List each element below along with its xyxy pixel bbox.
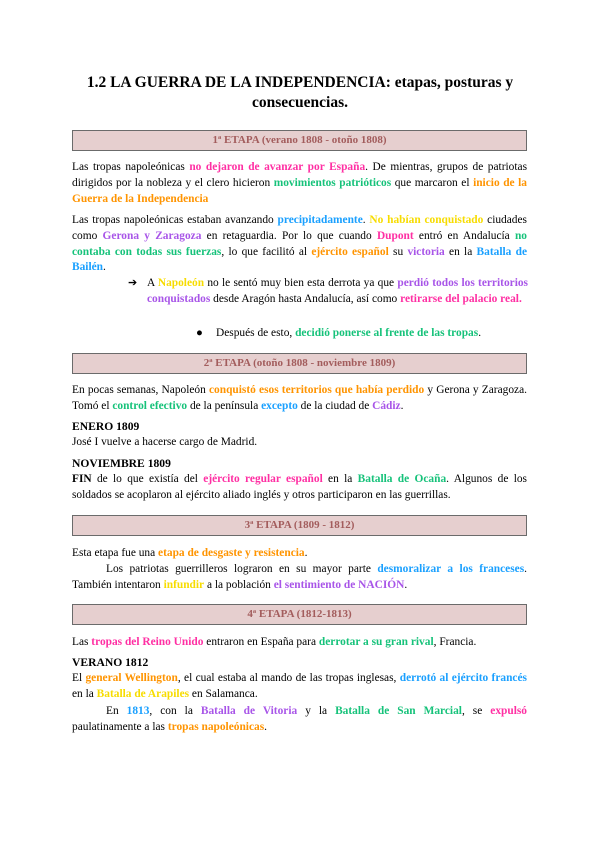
text-run: FIN [72, 473, 92, 485]
highlight-run: Gerona y Zaragoza [102, 229, 202, 242]
highlight-run: 1813 [126, 705, 150, 717]
stage-3-paragraph-2 [72, 562, 527, 594]
arrow-bullet-icon: ➔ [128, 277, 138, 289]
text-run: , el cual estaba al mando de las tropas inglesas, [177, 672, 400, 684]
text-run: su [388, 245, 408, 258]
text-run: en Salamanca. [189, 687, 258, 700]
text-run: no le sentó muy bien esta derrota ya que [204, 277, 398, 289]
text-run: . [400, 399, 404, 412]
stage-2-paragraph-2: José I vuelve a hacerse cargo de Madrid. [72, 436, 258, 448]
stage-3-paragraph-1 [72, 546, 527, 562]
text-run: . [478, 327, 482, 339]
text-run: A [147, 277, 158, 289]
text-run: en la [444, 245, 477, 258]
stage-1-bullet-paragraph [216, 326, 528, 342]
text-run: , se [461, 705, 491, 717]
text-run: . [404, 578, 408, 591]
highlight-run: inicio de la Guerra de la Independencia [72, 176, 527, 205]
stage-3-header: 3ª ETAPA (1809 - 1812) [72, 515, 527, 536]
text-run: de lo que existía del [91, 473, 204, 485]
text-run: . Algunos de los soldados se acoplaron al ejército aliado inglés y otros participaron en las guerrillas. [72, 473, 527, 501]
stage-2-paragraph-3 [72, 472, 527, 504]
date-heading: VERANO 1812 [72, 656, 149, 669]
text-run: Las tropas napoleónicas estaban avanzando [72, 214, 278, 226]
stage-2-header: 2ª ETAPA (otoño 1808 - noviembre 1809) [72, 353, 527, 374]
highlight-run: Batalla de Ocaña [357, 473, 447, 485]
text-run: entró en Andalucía [413, 229, 515, 242]
highlight-run: movimientos patrióticos [273, 176, 392, 189]
text-run: de la península [187, 399, 262, 412]
date-heading: ENERO 1809 [72, 420, 140, 433]
text-run: paulatinamente a las [72, 720, 168, 733]
text-run: Los patriotas guerrilleros lograron en su mayor parte [106, 563, 378, 575]
text-run: . [304, 547, 308, 559]
stage-2-paragraph-1 [72, 383, 527, 415]
text-run: El [72, 672, 86, 684]
highlight-run: ejército español [311, 245, 389, 258]
text-run: que marcaron el [391, 176, 474, 189]
highlight-run: tropas napoleónicas [167, 720, 265, 733]
text-run: en retaguardia. Por lo que cuando [201, 229, 377, 242]
text-run: a la población [204, 578, 274, 591]
text-run: desde Aragón hasta Andalucía, así como [210, 292, 401, 305]
text-run: , Francia. [433, 636, 477, 648]
highlight-run: excepto [261, 399, 298, 412]
date-heading: NOVIEMBRE 1809 [72, 457, 171, 470]
highlight-run: perdió todos los territorios conquistados [147, 277, 528, 305]
highlight-run: victoria [407, 245, 445, 258]
text-run: entraron en España para [203, 636, 319, 648]
text-run: ciudades como [72, 214, 527, 242]
text-run: En pocas semanas, Napoleón [72, 384, 209, 396]
highlight-run: Cádiz [372, 399, 401, 412]
stage-1-header: 1ª ETAPA (verano 1808 - otoño 1808) [72, 130, 527, 151]
text-run: . [103, 261, 106, 274]
text-run: , con la [149, 705, 201, 717]
text-run: . De mientras, grupos de patriotas dirigidos por la nobleza y el clero hicieron [72, 161, 527, 189]
text-run: Después de esto, [216, 327, 296, 339]
highlight-run: No habían conquistado [369, 214, 484, 226]
highlight-run: derrotar a su gran rival [318, 636, 434, 648]
text-run: y la [297, 705, 336, 717]
highlight-run: desmoralizar a los franceses [377, 563, 525, 575]
stage-4-header: 4ª ETAPA (1812-1813) [72, 604, 527, 625]
text-run: , lo que facilitó al [221, 245, 312, 258]
highlight-run: no contaba con todas sus fuerzas [72, 229, 527, 258]
stage-4-paragraph-3 [72, 704, 527, 736]
highlight-run: Batalla de Bailén [72, 245, 528, 274]
text-run: Las tropas napoleónicas [72, 161, 190, 173]
highlight-run: Batalla de Arapiles [96, 687, 190, 700]
highlight-run: Batalla de San Marcial [335, 705, 462, 717]
highlight-run: Dupont [376, 229, 414, 242]
text-run: . [362, 214, 370, 226]
text-run: Las [72, 636, 92, 648]
highlight-run: decidió ponerse al frente de las tropas [295, 327, 479, 339]
stage-1-arrow-paragraph [147, 276, 528, 308]
highlight-run: tropas del Reino Unido [91, 636, 204, 648]
text-run: Esta etapa fue una [72, 547, 159, 559]
highlight-run: derrotó al ejército francés [399, 672, 527, 684]
text-run: y Gerona y Zaragoza. Tomó el [72, 384, 528, 412]
highlight-run: retirarse del palacio real. [400, 292, 522, 305]
text-run: . También intentaron [72, 563, 527, 591]
text-run: en la [72, 687, 97, 700]
page-title: 1.2 LA GUERRA DE LA INDEPENDENCIA: etapas, posturas y consecuencias. [86, 74, 514, 111]
highlight-run: Batalla de Vitoria [200, 705, 298, 717]
highlight-run: no dejaron de avanzar por España [189, 161, 366, 173]
highlight-run: conquistó esos territorios que había perdido [209, 384, 425, 396]
text-run: de la ciudad de [297, 399, 373, 412]
bullet-dot-icon: ● [196, 327, 203, 339]
highlight-run: el sentimiento de NACIÓN [273, 578, 405, 591]
stage-1-paragraph-2 [72, 213, 527, 276]
text-run: . [264, 720, 268, 733]
text-run: en la [322, 473, 358, 485]
stage-1-paragraph-1 [72, 160, 527, 207]
highlight-run: precipitadamente [277, 214, 363, 226]
highlight-run: expulsó [490, 705, 527, 717]
text-run: En [106, 705, 127, 717]
highlight-run: Napoleón [157, 277, 205, 289]
highlight-run: general Wellington [85, 672, 178, 684]
highlight-run: ejército regular español [203, 473, 323, 485]
highlight-run: etapa de desgaste y resistencia [158, 547, 305, 559]
stage-4-paragraph-1 [72, 635, 527, 651]
highlight-run: control efectivo [112, 399, 188, 412]
highlight-run: infundir [163, 578, 205, 591]
stage-4-paragraph-2 [72, 671, 527, 703]
